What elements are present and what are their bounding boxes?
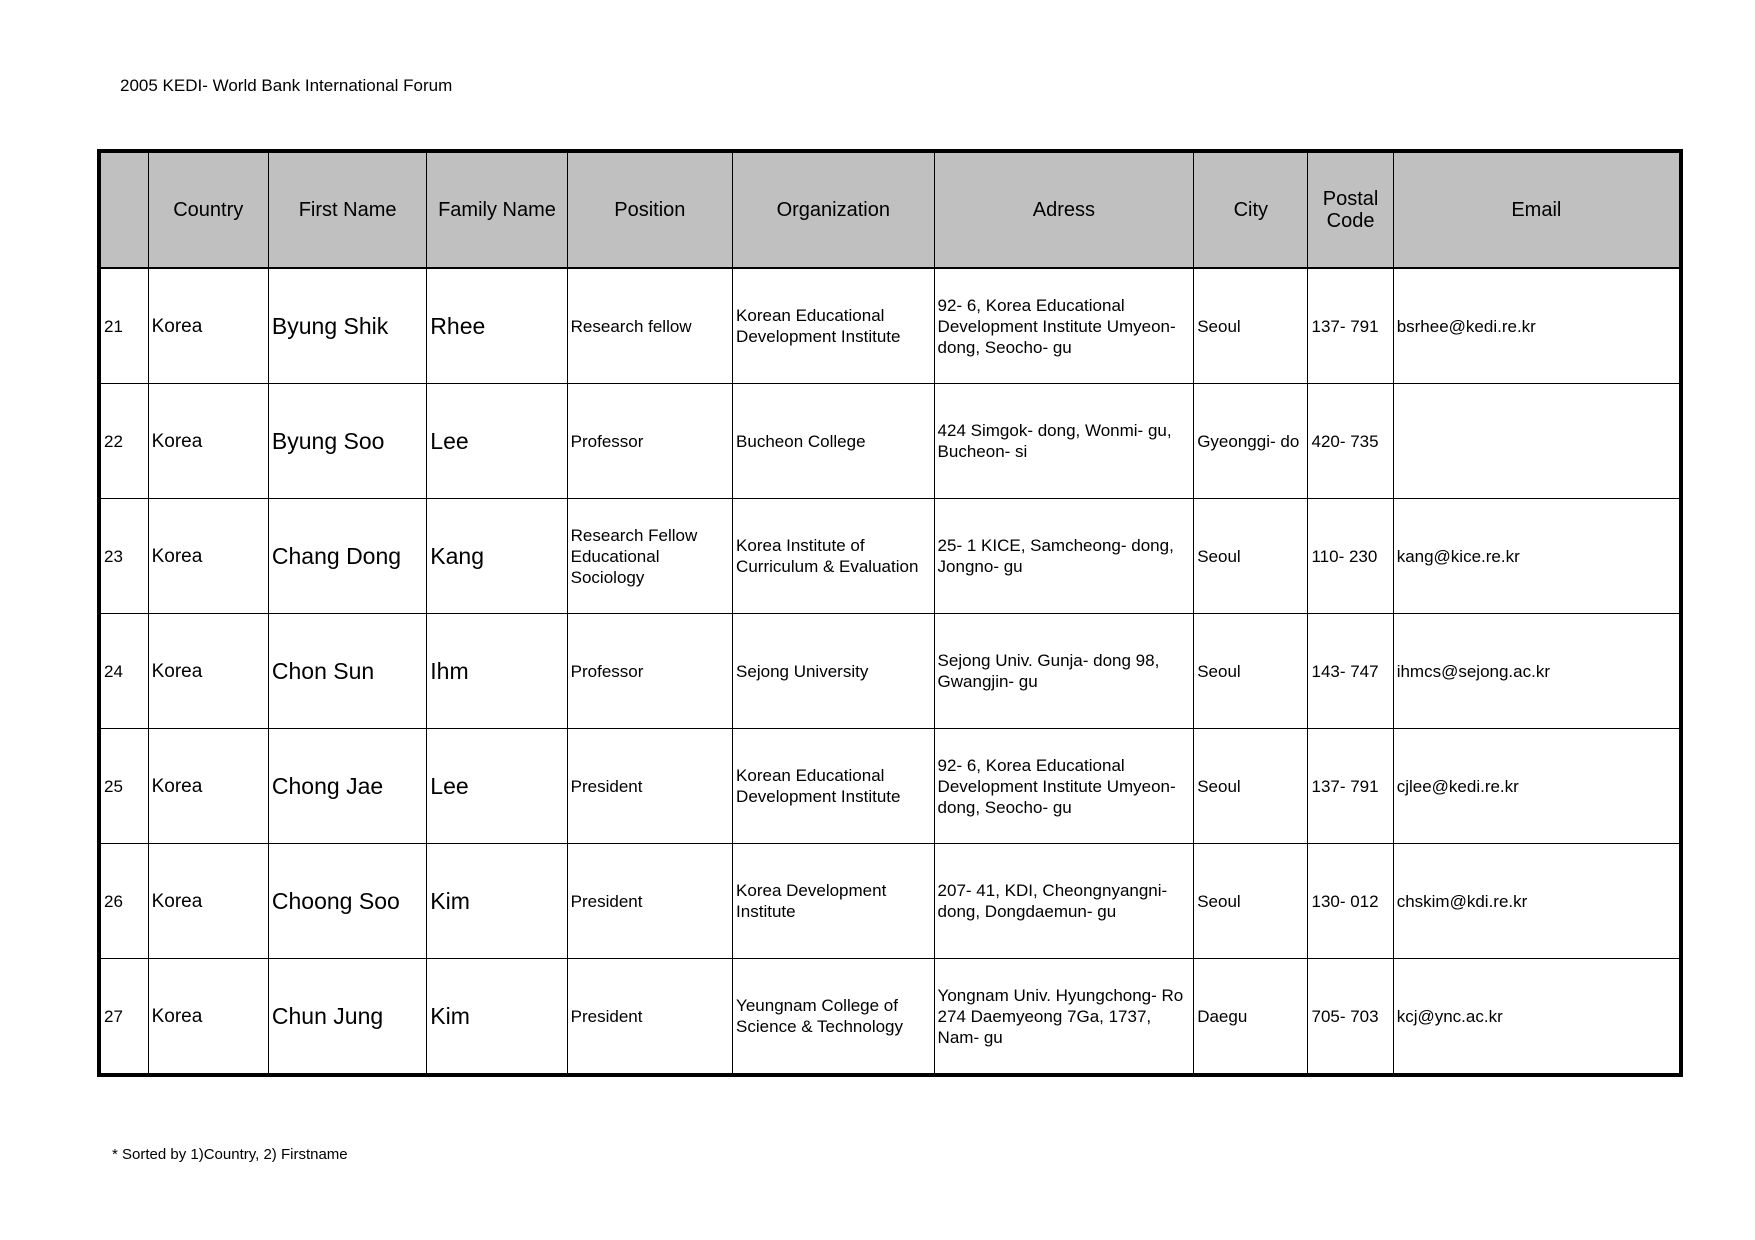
email-cell: kang@kice.re.kr xyxy=(1393,499,1681,614)
row-number: 22 xyxy=(99,384,148,499)
email-cell: cjlee@kedi.re.kr xyxy=(1393,729,1681,844)
column-header-email: Email xyxy=(1393,151,1681,268)
position-cell: President xyxy=(567,844,732,959)
country-cell: Korea xyxy=(148,614,268,729)
city-cell: Seoul xyxy=(1194,499,1308,614)
city-cell: Seoul xyxy=(1194,268,1308,384)
postal-code-cell: 137- 791 xyxy=(1308,268,1393,384)
family-name-cell: Lee xyxy=(427,384,567,499)
organization-cell: Bucheon College xyxy=(733,384,935,499)
country-cell: Korea xyxy=(148,499,268,614)
participants-table-container xyxy=(97,149,1683,1077)
country-cell: Korea xyxy=(148,268,268,384)
address-cell: 92- 6, Korea Educational Development Institute Umyeon- dong, Seocho- gu xyxy=(934,268,1194,384)
first-name-cell: Chun Jung xyxy=(268,959,426,1076)
address-cell: Sejong Univ. Gunja- dong 98, Gwangjin- gu xyxy=(934,614,1194,729)
organization-cell: Sejong University xyxy=(733,614,935,729)
table-row xyxy=(99,614,1681,729)
row-number: 23 xyxy=(99,499,148,614)
table-header-row xyxy=(99,151,1681,268)
organization-cell: Yeungnam College of Science & Technology xyxy=(733,959,935,1076)
family-name-cell: Rhee xyxy=(427,268,567,384)
city-cell: Seoul xyxy=(1194,844,1308,959)
participants-table xyxy=(97,149,1683,1077)
column-header-address: Adress xyxy=(934,151,1194,268)
column-header-postal-code: Postal Code xyxy=(1308,151,1393,268)
first-name-cell: Chang Dong xyxy=(268,499,426,614)
postal-code-cell: 143- 747 xyxy=(1308,614,1393,729)
position-cell: Research Fellow Educational Sociology xyxy=(567,499,732,614)
table-row xyxy=(99,384,1681,499)
sort-footnote: * Sorted by 1)Country, 2) Firstname xyxy=(112,1146,348,1163)
table-row xyxy=(99,499,1681,614)
first-name-cell: Chong Jae xyxy=(268,729,426,844)
address-cell: 424 Simgok- dong, Wonmi- gu, Bucheon- si xyxy=(934,384,1194,499)
email-cell: ihmcs@sejong.ac.kr xyxy=(1393,614,1681,729)
city-cell: Seoul xyxy=(1194,614,1308,729)
email-cell xyxy=(1393,384,1681,499)
organization-cell: Korea Institute of Curriculum & Evaluation xyxy=(733,499,935,614)
postal-code-cell: 110- 230 xyxy=(1308,499,1393,614)
table-row xyxy=(99,729,1681,844)
first-name-cell: Byung Shik xyxy=(268,268,426,384)
position-cell: President xyxy=(567,959,732,1076)
row-number: 21 xyxy=(99,268,148,384)
organization-cell: Korean Educational Development Institute xyxy=(733,268,935,384)
email-cell: bsrhee@kedi.re.kr xyxy=(1393,268,1681,384)
row-number: 25 xyxy=(99,729,148,844)
city-cell: Gyeonggi- do xyxy=(1194,384,1308,499)
table-row xyxy=(99,268,1681,384)
city-cell: Daegu xyxy=(1194,959,1308,1076)
page-title: 2005 KEDI- World Bank International Forum xyxy=(120,76,453,95)
family-name-cell: Kang xyxy=(427,499,567,614)
position-cell: Professor xyxy=(567,614,732,729)
postal-code-cell: 130- 012 xyxy=(1308,844,1393,959)
column-header-first-name: First Name xyxy=(268,151,426,268)
address-cell: 207- 41, KDI, Cheongnyangni- dong, Dongdaemun- gu xyxy=(934,844,1194,959)
family-name-cell: Lee xyxy=(427,729,567,844)
row-number: 26 xyxy=(99,844,148,959)
postal-code-cell: 705- 703 xyxy=(1308,959,1393,1076)
country-cell: Korea xyxy=(148,384,268,499)
first-name-cell: Choong Soo xyxy=(268,844,426,959)
email-cell: chskim@kdi.re.kr xyxy=(1393,844,1681,959)
country-cell: Korea xyxy=(148,729,268,844)
address-cell: 25- 1 KICE, Samcheong- dong, Jongno- gu xyxy=(934,499,1194,614)
column-header-number xyxy=(99,151,148,268)
column-header-position: Position xyxy=(567,151,732,268)
table-row xyxy=(99,844,1681,959)
column-header-organization: Organization xyxy=(733,151,935,268)
city-cell: Seoul xyxy=(1194,729,1308,844)
family-name-cell: Kim xyxy=(427,844,567,959)
column-header-family-name: Family Name xyxy=(427,151,567,268)
position-cell: President xyxy=(567,729,732,844)
postal-code-cell: 420- 735 xyxy=(1308,384,1393,499)
row-number: 24 xyxy=(99,614,148,729)
organization-cell: Korea Development Institute xyxy=(733,844,935,959)
first-name-cell: Byung Soo xyxy=(268,384,426,499)
address-cell: Yongnam Univ. Hyungchong- Ro 274 Daemyeong 7Ga, 1737, Nam- gu xyxy=(934,959,1194,1076)
row-number: 27 xyxy=(99,959,148,1076)
family-name-cell: Kim xyxy=(427,959,567,1076)
country-cell: Korea xyxy=(148,844,268,959)
column-header-city: City xyxy=(1194,151,1308,268)
table-row xyxy=(99,959,1681,1076)
postal-code-cell: 137- 791 xyxy=(1308,729,1393,844)
family-name-cell: Ihm xyxy=(427,614,567,729)
column-header-country: Country xyxy=(148,151,268,268)
address-cell: 92- 6, Korea Educational Development Institute Umyeon- dong, Seocho- gu xyxy=(934,729,1194,844)
position-cell: Research fellow xyxy=(567,268,732,384)
country-cell: Korea xyxy=(148,959,268,1076)
email-cell: kcj@ync.ac.kr xyxy=(1393,959,1681,1076)
first-name-cell: Chon Sun xyxy=(268,614,426,729)
organization-cell: Korean Educational Development Institute xyxy=(733,729,935,844)
position-cell: Professor xyxy=(567,384,732,499)
